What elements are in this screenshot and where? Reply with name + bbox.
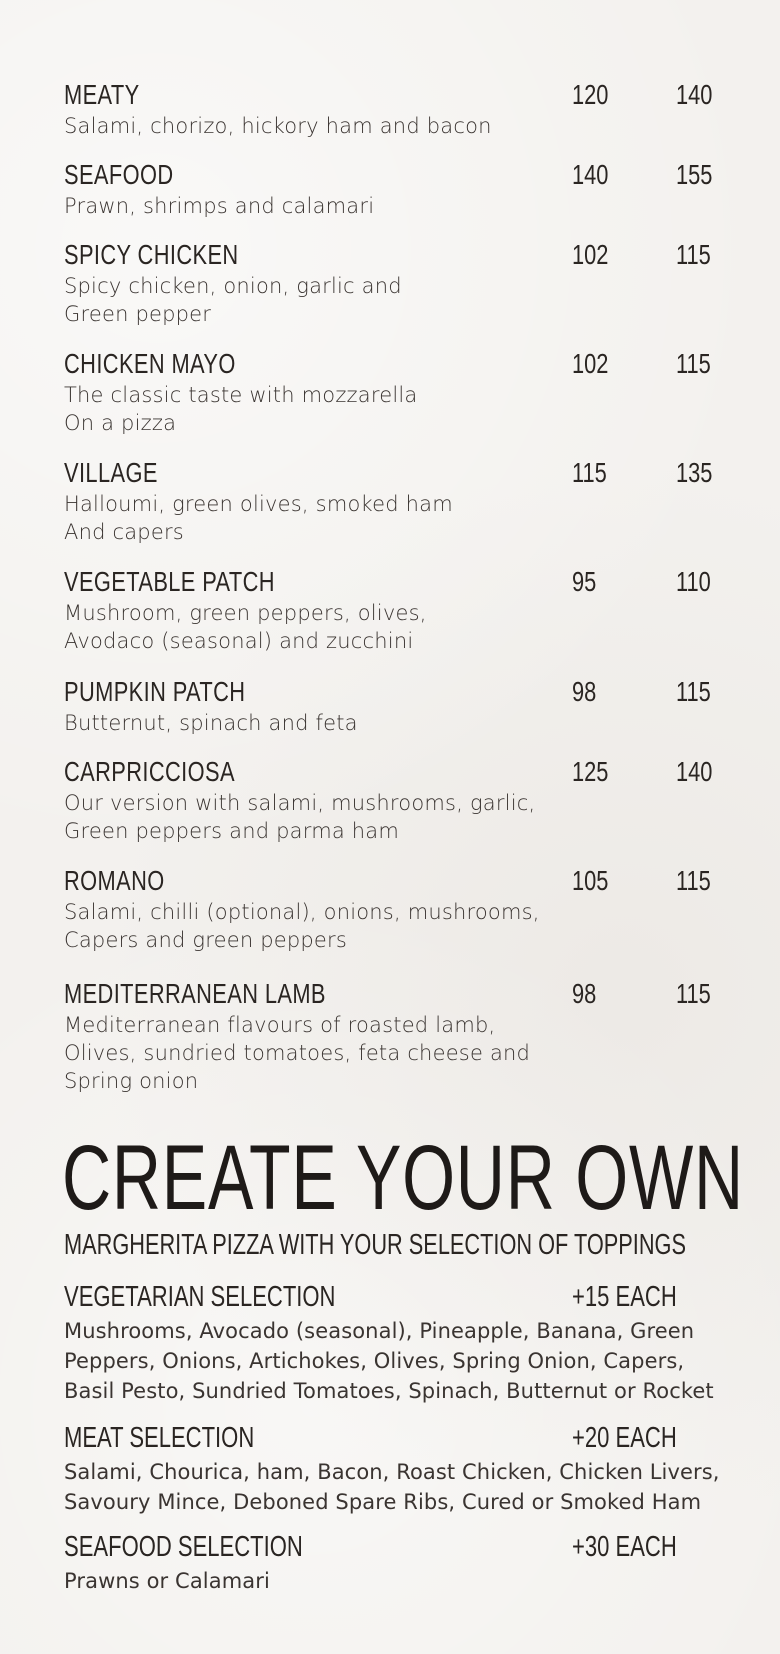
menu-item-mediterranean-lamb (64, 977, 724, 1095)
item-desc: Avodaco (seasonal) and zucchini (64, 629, 414, 653)
price-small: 98 (572, 978, 597, 1009)
price-large: 140 (676, 756, 713, 787)
price-small: 102 (572, 239, 609, 270)
item-name: VILLAGE (64, 457, 158, 488)
item-desc: Our version with salami, mushrooms, garlic, (64, 791, 536, 815)
item-name: MEATY (64, 79, 140, 110)
create-your-own-subheading: MARGHERITA PIZZA WITH YOUR SELECTION OF TOPPINGS (64, 1229, 686, 1261)
price-small: 102 (572, 348, 609, 379)
price-small: 95 (572, 566, 597, 597)
price-large: 115 (676, 239, 711, 270)
selection-seafood (64, 1530, 724, 1596)
item-desc: Butternut, spinach and feta (64, 711, 358, 735)
menu-item-carpricciosa (64, 755, 724, 845)
menu-item-pumpkin-patch (64, 675, 724, 737)
menu-item-village (64, 456, 724, 546)
menu-item-seafood (64, 158, 724, 220)
item-name: PUMPKIN PATCH (64, 676, 246, 707)
menu-item-vegetable-patch (64, 565, 724, 655)
selection-price: +20 EACH (572, 1422, 677, 1454)
item-desc: Olives, sundried tomatoes, feta cheese and (64, 1041, 531, 1065)
selection-price: +15 EACH (572, 1281, 677, 1313)
price-large: 135 (676, 457, 713, 488)
selection-name: MEAT SELECTION (64, 1422, 255, 1454)
selection-desc: Prawns or Calamari (64, 1569, 270, 1593)
selection-name: SEAFOOD SELECTION (64, 1531, 303, 1563)
item-desc: Salami, chilli (optional), onions, mushrooms, (64, 900, 540, 924)
item-desc: Spicy chicken, onion, garlic and (64, 274, 402, 298)
item-desc: Spring onion (64, 1069, 199, 1093)
price-small: 105 (572, 865, 609, 896)
selection-desc: Salami, Chourica, ham, Bacon, Roast Chicken, Chicken Livers, (64, 1460, 720, 1484)
item-desc: Green peppers and parma ham (64, 819, 400, 843)
selection-vegetarian (64, 1280, 724, 1406)
item-desc: Green pepper (64, 302, 212, 326)
item-name: VEGETABLE PATCH (64, 566, 275, 597)
item-desc: Mediterranean flavours of roasted lamb, (64, 1013, 496, 1037)
price-large: 155 (676, 159, 713, 190)
selection-name: VEGETARIAN SELECTION (64, 1281, 336, 1313)
price-large: 115 (676, 978, 711, 1009)
price-small: 140 (572, 159, 609, 190)
item-name: SEAFOOD (64, 159, 174, 190)
price-small: 115 (572, 457, 607, 488)
price-large: 115 (676, 865, 711, 896)
item-name: MEDITERRANEAN LAMB (64, 978, 326, 1009)
item-name: SPICY CHICKEN (64, 239, 239, 270)
selection-desc: Mushrooms, Avocado (seasonal), Pineapple, Banana, Green (64, 1319, 695, 1343)
price-large: 110 (676, 566, 711, 597)
selection-price: +30 EACH (572, 1531, 677, 1563)
menu-item-chicken-mayo (64, 347, 724, 437)
selection-desc: Savoury Mince, Deboned Spare Ribs, Cured or Smoked Ham (64, 1490, 702, 1514)
menu-item-spicy-chicken (64, 238, 724, 328)
price-large: 115 (676, 676, 711, 707)
item-desc: And capers (64, 520, 184, 544)
price-small: 98 (572, 676, 597, 707)
price-small: 120 (572, 79, 609, 110)
item-name: CHICKEN MAYO (64, 348, 236, 379)
item-name: CARPRICCIOSA (64, 756, 235, 787)
price-large: 140 (676, 79, 713, 110)
create-your-own-heading: CREATE YOUR OWN (62, 1127, 744, 1229)
selection-meat (64, 1421, 724, 1517)
item-desc: On a pizza (64, 411, 177, 435)
price-small: 125 (572, 756, 609, 787)
price-large: 115 (676, 348, 711, 379)
item-desc: Salami, chorizo, hickory ham and bacon (64, 114, 492, 138)
item-desc: Prawn, shrimps and calamari (64, 194, 375, 218)
item-desc: The classic taste with mozzarella (64, 383, 418, 407)
menu-item-romano (64, 864, 724, 954)
selection-desc: Basil Pesto, Sundried Tomatoes, Spinach, Butternut or Rocket (64, 1379, 714, 1403)
item-name: ROMANO (64, 865, 165, 896)
menu-item-meaty (64, 78, 724, 140)
item-desc: Mushroom, green peppers, olives, (64, 601, 427, 625)
item-desc: Halloumi, green olives, smoked ham (64, 492, 453, 516)
selection-desc: Peppers, Onions, Artichokes, Olives, Spring Onion, Capers, (64, 1349, 685, 1373)
item-desc: Capers and green peppers (64, 928, 348, 952)
